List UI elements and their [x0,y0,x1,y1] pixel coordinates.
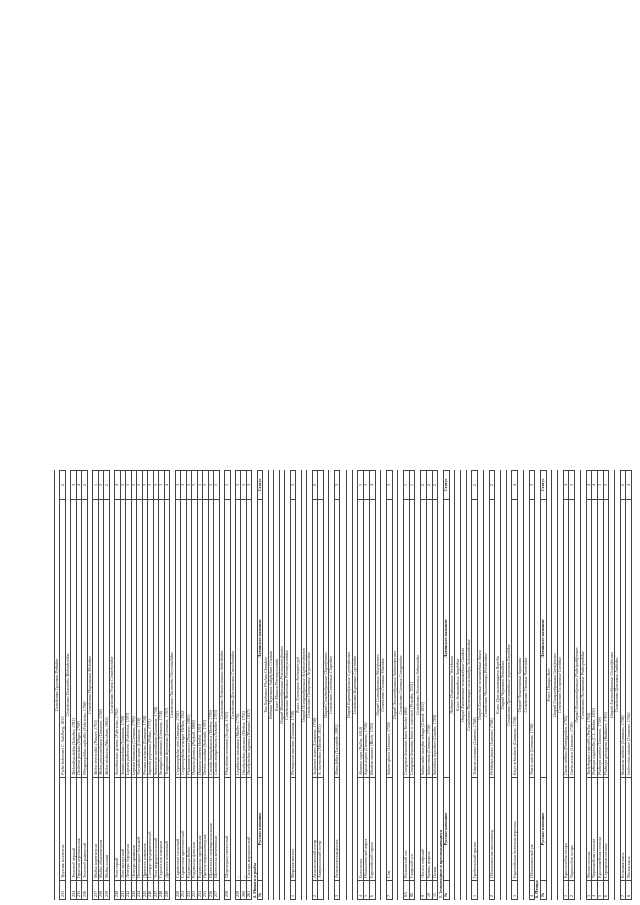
species-status: 4 [592,470,597,500]
species-number: 234 [71,881,75,900]
species-number: 4 [358,881,363,900]
species-status: 3 [126,470,130,500]
species-latin-name: Plateumaris weisei (Duvivier, 1885) [187,500,191,778]
species-russian-name: Атлантический осетр [313,778,317,881]
right-table-rotated [346,470,632,900]
species-russian-name: Американский осетр [318,778,322,881]
species-russian-name: Кумжа, форель [427,778,432,881]
species-status: 3 [132,470,136,500]
species-latin-name: Acanthocinus griseus (Fabricius, 1792) [115,500,119,778]
taxon-header-row: Отряд Черепахи Testudines [501,470,507,900]
col-header-status: Статус [258,470,262,500]
species-russian-name: Морская минога [291,778,295,881]
species-status: 4 [77,470,81,500]
species-latin-name: Triturus cristatus (Laurenti, 1768) [472,500,477,778]
species-russian-name: Древосек коньковый [165,778,169,881]
species-latin-name: Silurus glanis (Linnaeus, 1758) [387,500,392,778]
taxon-header-row: Отряд Чешуйчатые Squamata [518,470,524,900]
taxon-header-row: Тип Хордовые Phylum Chordata [263,470,268,900]
taxon-header-row: Семейство Гагаровые Gaviidae [558,470,564,900]
species-status: 4 [587,470,592,500]
species-latin-name: Donacia fennica (Paykull, 1800) [192,500,196,778]
species-status: 2 [433,470,438,500]
species-russian-name: Лосось озёрный [421,778,426,881]
species-latin-name: Ixobrychus minutus (Linnaeus, 1766) [626,500,631,778]
species-latin-name: Orchesia fasciata (Illiger, 1798) [77,500,81,778]
col-header-russian-name: Русское название [444,778,449,881]
species-status: 3 [241,470,245,500]
species-russian-name: Белоглазка [358,778,363,881]
species-status: 4 [626,470,631,500]
species-russian-name: Щитоноска полумаргинальная [209,778,213,881]
taxon-header-row: Отряд Карпообразные Cypriniformes [346,470,353,900]
species-number: 242 [126,881,130,900]
taxon-header-row: Семейство Ужовые Natricidae [524,470,530,900]
species-russian-name: Скосарь морщинистый [247,778,251,881]
species-status: 3 [364,470,369,500]
species-latin-name: Prionus coriarius (Linnaeus, 1758) [143,500,147,778]
species-russian-name: Палия [433,778,438,881]
col-header-russian-name: Русское название [258,778,262,881]
taxon-header-row: Класс Пресмыкающиеся Reptilia [495,470,501,900]
taxon-header-row: Семейство Усачи Cerambycidae [110,470,115,900]
taxon-header-row: Отряд Бесхвостые земноводные Anura [478,470,484,900]
species-russian-name: Малая поганка [587,778,592,881]
species-russian-name: Краснозобая гагара [564,778,569,881]
species-status: 3 [598,470,603,500]
species-latin-name: Liophloeus tessulatus (Muller, 1776) [236,500,240,778]
species-latin-name: Meloe brevicollis (Panzer, 1793) [93,500,97,778]
species-latin-name: Tachybaptus ruficollis (Pallas, 1764) [587,500,592,778]
species-latin-name: Pelobates fuscus (Laurenti, 1768) [490,500,495,778]
species-number: 7 [621,881,626,900]
species-status: 3 [569,470,574,500]
taxon-header-row: Отряд Сомообразные Siluriformes [376,470,382,900]
species-russian-name: Черношейная поганка [592,778,597,881]
species-number: 256 [209,881,213,900]
species-russian-name: – [241,778,245,881]
species-russian-name: Скрытоглав крестоносный [181,778,185,881]
species-status: 4 [564,470,569,500]
species-number: 239 [104,881,108,900]
section-heading: 5. Земноводные и пресмыкающиеся [438,470,444,900]
taxon-header-row: Отряд Аистообразные Ciconiiformes [609,470,615,900]
species-russian-name: Майка обыкновенная [99,778,103,881]
species-number: 248 [159,881,163,900]
species-latin-name: Podiceps auritus (Linnaeus, 1758) [598,500,603,778]
species-status: 1 [410,470,415,500]
species-status: 3 [181,470,185,500]
species-number: 233 [60,881,64,900]
species-number: 4 [530,881,535,900]
species-status: 4 [512,470,517,500]
species-russian-name: Усач меридиональный [154,778,158,881]
species-russian-name: Трухляк колленсис [60,778,64,881]
taxon-header-row: Отряд Сельдеобразные Clupeiformes [324,470,329,900]
species-status: 2 [99,470,103,500]
species-russian-name: Малая выпь [626,778,631,881]
taxon-header-row: Семейство Сомовые Siluridae [381,470,387,900]
species-latin-name: Oreina cacaliae (Schrank, 1785) [203,500,207,778]
species-latin-name: Aromia moschata (Linnaeus, 1758) [121,500,125,778]
taxon-header-row: Семейство Сельдевые Clupeidae [329,470,334,900]
taxon-header-row: Семейство Цаплевые Ardeidae [615,470,621,900]
species-status: 3 [192,470,196,500]
species-number: 244 [137,881,141,900]
species-status: 3 [176,470,180,500]
species-russian-name: Европейский горчак [370,778,375,881]
species-number: 6 [604,881,609,900]
species-status: 3 [604,470,609,500]
species-status: 3 [225,470,229,500]
species-status: 4 [370,470,375,500]
species-latin-name: Aspius aspius (Linnaeus, 1758) [364,500,369,778]
species-number: 3 [587,881,592,900]
species-number: 7 [387,881,392,900]
species-russian-name: Серощекая поганка [604,778,609,881]
species-status: 3 [247,470,251,500]
species-number: 251 [181,881,185,900]
species-latin-name: Platyrhinus resinosus (Scopoli, 1763) [225,500,229,778]
taxon-header-row: Семейство Долгоносики Curculionidae [231,470,236,900]
species-russian-name: Лептура бородатая [126,778,130,881]
col-header-latin-name: Латинское название [258,500,262,778]
species-latin-name: Tragosoma depsarium (Linnaeus, 1767) [165,500,169,778]
species-russian-name: – [236,778,240,881]
species-russian-name: Радужница Вейзе [187,778,191,881]
species-number: 5 [598,881,603,900]
species-latin-name: Stenocorus meridianus (Linnaeus, 1758) [154,500,158,778]
section-heading: 6. Птицы [535,470,541,900]
species-number: 235 [77,881,81,900]
species-russian-name: Саперда продырявленный [148,778,152,881]
taxon-header-row: Семейство Листоеды Chrysomelidae [170,470,175,900]
species-number: 2 [569,881,574,900]
species-number: 258 [225,881,229,900]
species-number: 246 [148,881,152,900]
species-number: 3 [512,881,517,900]
col-header-latin-name: Латинское название [541,500,546,778]
species-status: 3 [209,470,213,500]
species-number: 10 [427,881,432,900]
species-russian-name: Обыкновенная чесночница [490,778,495,881]
right-species-table [346,470,632,900]
species-latin-name: Coregonus lavaretus baeri Kessler 1864 [404,500,409,778]
species-number: 237 [93,881,97,900]
species-status: 3 [159,470,163,500]
species-number [318,881,322,900]
species-number: 1 [564,881,569,900]
species-number: 259 [236,881,240,900]
species-number: 250 [176,881,180,900]
section-heading: 4. Миноги и рыбы [252,470,257,900]
species-status: 2 [421,470,426,500]
species-number: 247 [154,881,158,900]
species-latin-name: Leptura pubescens (Fabricius, 1787) [126,500,130,778]
species-latin-name: Cassida hemisphaerica (Herbst, 1799) [209,500,213,778]
taxon-header-row: Отряд Хвостатые земноводные Caudata [461,470,467,900]
taxon-header-row: Отряд Гагарообразные Gaviiformes [552,470,558,900]
species-status: 3 [71,470,75,500]
species-number: 236 [82,881,86,900]
species-latin-name: Cryptocephalus cruciger Hellen, 1922 [181,500,185,778]
species-latin-name: Meloe violaceus (Marsham, 1802) [104,500,108,778]
species-latin-name: Cassida margaritacea (Schaller, 1783) [214,500,218,778]
species-russian-name: Широкорыл смолистый [225,778,229,881]
col-header-number: № [541,881,546,900]
species-status: 2 [490,470,495,500]
species-number: 2 [490,881,495,900]
species-russian-name: Усач серый [115,778,119,881]
species-status: 1 [404,470,409,500]
species-number: 252 [187,881,191,900]
taxon-header-row: Семейство Настоящие саламандры Salamandridae [467,470,473,900]
species-status: 2 [104,470,108,500]
species-number: 238 [99,881,103,900]
species-number: 261 [247,881,251,900]
species-status: 3 [137,470,141,500]
species-number: 243 [132,881,136,900]
taxon-header-row: Семейство Нарывники Meloidae [88,470,93,900]
species-latin-name: Acipenser sturio (Linnaeus, 1758) [313,500,317,778]
species-russian-name: Скрытоглав сосновый [176,778,180,881]
species-latin-name: Phryganophilus ruficollis (Fabricius, 1798) [82,500,86,778]
species-russian-name: Сом [387,778,392,881]
species-russian-name: Свирский сиг [410,778,415,881]
species-latin-name: Pytho kolwensis C. Sahlberg, 1833 [60,500,64,778]
species-latin-name: Petromyzon marinus (Linnaeus, 1758) [291,500,295,778]
species-russian-name: Тенелюб чёрный [71,778,75,881]
species-latin-name: Otiorhynchus porcatus (Herbst, 1795) [241,500,245,778]
species-russian-name: Тенелюб рыжеусый [82,778,86,881]
taxon-header-row: Семейство Ложнослоники Anthribidae [220,470,225,900]
species-latin-name: Saperda perforata (Pallas, 1773) [148,500,152,778]
species-status: 3 [291,470,295,500]
species-number: 9 [421,881,426,900]
species-russian-name: Майка короткоусая [93,778,97,881]
species-number: 11 [433,881,438,900]
col-header-status: Статус [541,470,546,500]
species-number: 8А [404,881,409,900]
species-status: 3 [236,470,240,500]
species-latin-name: Salmo salar morpha sebago (Girard, 1853) [421,500,426,778]
species-number: 1 [472,881,477,900]
species-status: 2 [82,470,86,500]
species-status: 3 [154,470,158,500]
col-header-latin-name: Латинское название [444,500,449,778]
species-latin-name: Melandrya dubia (Schaller, 1783) [71,500,75,778]
taxon-header-row: Класс Лучеперые Actinopterygii [296,470,301,900]
col-header-number: № [258,881,262,900]
taxon-header-row: Семейство Лососевые Salmonidae [415,470,421,900]
species-russian-name: Орения моршиновидная [203,778,207,881]
species-russian-name: Обыкновенный уж [530,778,535,881]
col-header-russian-name: Русское название [541,778,546,881]
species-latin-name: Leptura thoracica (Creutzer, 1799) [132,500,136,778]
species-status: 0 [313,470,317,500]
species-status: 5 [621,470,626,500]
species-status: 4 [115,470,119,500]
taxon-header-row: Отряд Осетрообразные Acipenseriformes [302,470,307,900]
species-latin-name: Abramis sapa (Pallas, 1814) [358,500,363,778]
species-status: 3 [203,470,207,500]
species-number: 2 [313,881,317,900]
taxon-header-row: Класс Миноги Petromyzontida [274,470,279,900]
species-latin-name: Natrix natrix (Linnaeus, 1758) [530,500,535,778]
taxon-header-row: Семейство Чесночницы Pelobatidae [484,470,490,900]
species-latin-name: Cryptocephalus pini (Linnaeus, 1758) [176,500,180,778]
species-latin-name: Podiceps nigricollis (C.L. Brehm, 1831) [592,500,597,778]
species-russian-name: Красношейная поганка [598,778,603,881]
species-status: 3 [530,470,535,500]
species-number: 260 [241,881,245,900]
species-number: 257 [214,881,218,900]
species-russian-name: Гребенчатый тритон [472,778,477,881]
species-row [335,470,340,900]
species-status: 3 [198,470,202,500]
species-status: 3 [187,470,191,500]
species-status: 3 [148,470,152,500]
taxon-header-row: Отряд Миногообразные Petromyzontiformes [280,470,285,900]
species-latin-name: Salmo trutta (Linnaeus, 1758) [427,500,432,778]
species-russian-name: Радужница финская [192,778,196,881]
taxon-header-row: Класс Земноводные Amphibia [455,470,461,900]
species-latin-name: Gavia stellata (Pontoppidan, 1763) [564,500,569,778]
species-number: 241 [121,881,125,900]
species-number: 1 [291,881,295,900]
left-species-table [54,470,340,900]
species-latin-name: A. oxyrinchus (Mitchill, 1815) [318,500,322,778]
taxon-header-row: Подтип Позвоночные Vertebrata [450,470,456,900]
species-number: 255 [203,881,207,900]
species-status: 3 [358,470,363,500]
species-status: 3 [335,470,339,500]
species-status: 2 [60,470,64,500]
col-header-status: Статус [444,470,449,500]
taxon-header-row: Семейство Сиговые Coregonidae [398,470,404,900]
taxon-header-row: Семейство Карповые Cyprinidae [353,470,359,900]
species-number: 3 [335,881,339,900]
species-number: 240 [115,881,119,900]
species-status: 3 [121,470,125,500]
species-row [626,470,632,900]
species-status: 3 [214,470,218,500]
species-latin-name: Emys orbicularis (Linnaeus, 1758) [512,500,517,778]
species-number: 253 [192,881,196,900]
species-latin-name: Otiorhynchus rugosus (Hummel, 1827) [247,500,251,778]
taxon-header-row: Семейство Поганковые Podicipedidae [581,470,587,900]
taxon-header-row: Семейство Пресноводные черепахи Emydidae [507,470,513,900]
left-table-rotated [54,470,340,900]
species-russian-name: Чернозобая гагара [569,778,574,881]
taxon-header-row: Отряд Лососеобразные Salmoniformes [393,470,399,900]
species-russian-name: Атлантическая финта [335,778,339,881]
species-latin-name: Rhodeus amarus (Bloch, 1782) [370,500,375,778]
species-number: 8Б [410,881,415,900]
col-header-number: № [444,881,449,900]
species-latin-name: Strangalia attenuata (Linnaeus, 1758) [159,500,163,778]
species-latin-name: Podiceps grisegena (Boddaert, 1783) [604,500,609,778]
taxon-header-row: Семейство Миноговые Petromyzontidae [285,470,290,900]
species-number: 245 [143,881,147,900]
species-latin-name: Meloe proscarabaeus (Linnaeus, 1758) [99,500,103,778]
species-status: 2 [472,470,477,500]
species-number: 249 [165,881,169,900]
species-number: 5 [364,881,369,900]
species-number: 6 [370,881,375,900]
taxon-header-row: Семейство Осетровые Acipenseridae [307,470,312,900]
species-latin-name: Salvelinus lepechini (Gmelin, 1789) [433,500,438,778]
species-latin-name: Necydalis major (Linnaeus, 1758) [137,500,141,778]
taxon-header-row: Отряд Поганкообразные Podicipediformes [575,470,581,900]
species-russian-name: Странгалия изящная [159,778,163,881]
taxon-header-row: Семейство Тенелюбы Melandryidae [66,470,71,900]
species-russian-name: Большая выпь [621,778,626,881]
taxon-header-row: Семейство Трухляки Pythidae [54,470,60,900]
species-russian-name: Майка синяя [104,778,108,881]
species-latin-name: Donacia cinerea Herbst, 1810 [198,500,202,778]
species-russian-name: Обыкновенный жерех [364,778,369,881]
species-status: 3 [387,470,392,500]
species-number: 8 [626,881,631,900]
species-number: 4 [592,881,597,900]
species-russian-name: Щитоноска жемчужная [214,778,218,881]
species-status: 1 [93,470,97,500]
species-russian-name: Неполнокрыл большой [137,778,141,881]
species-status: 3 [143,470,147,500]
species-russian-name: Европейская болотная черепаха [512,778,517,881]
taxon-header-row: Подтип Черепные Subphylum Craniata [269,470,274,900]
species-russian-name: Лептура крымская [132,778,136,881]
taxon-header-row: Класс Птицы Aves [547,470,553,900]
species-status: 4 [165,470,169,500]
species-latin-name: Botaurus stellaris (Linnaeus, 1758) [621,500,626,778]
species-russian-name: Радужница прибрежная [198,778,202,881]
species-russian-name: Волховский сиг [404,778,409,881]
species-status: 2 [427,470,432,500]
species-status [318,470,322,500]
species-russian-name: Орхезия перевязанная [77,778,81,881]
species-russian-name: Усач мускусный [121,778,125,881]
species-latin-name: Gavia arctica (Linnaeus, 1758) [569,500,574,778]
species-russian-name: Древосек кожевник [143,778,147,881]
species-number: 254 [198,881,202,900]
species-latin-name: Alosa fallax (Lacepède, 1803) [335,500,339,778]
species-latin-name: Coregonus lavaretus baeri n. swirensis (Pravdin, 1931) [410,500,415,778]
